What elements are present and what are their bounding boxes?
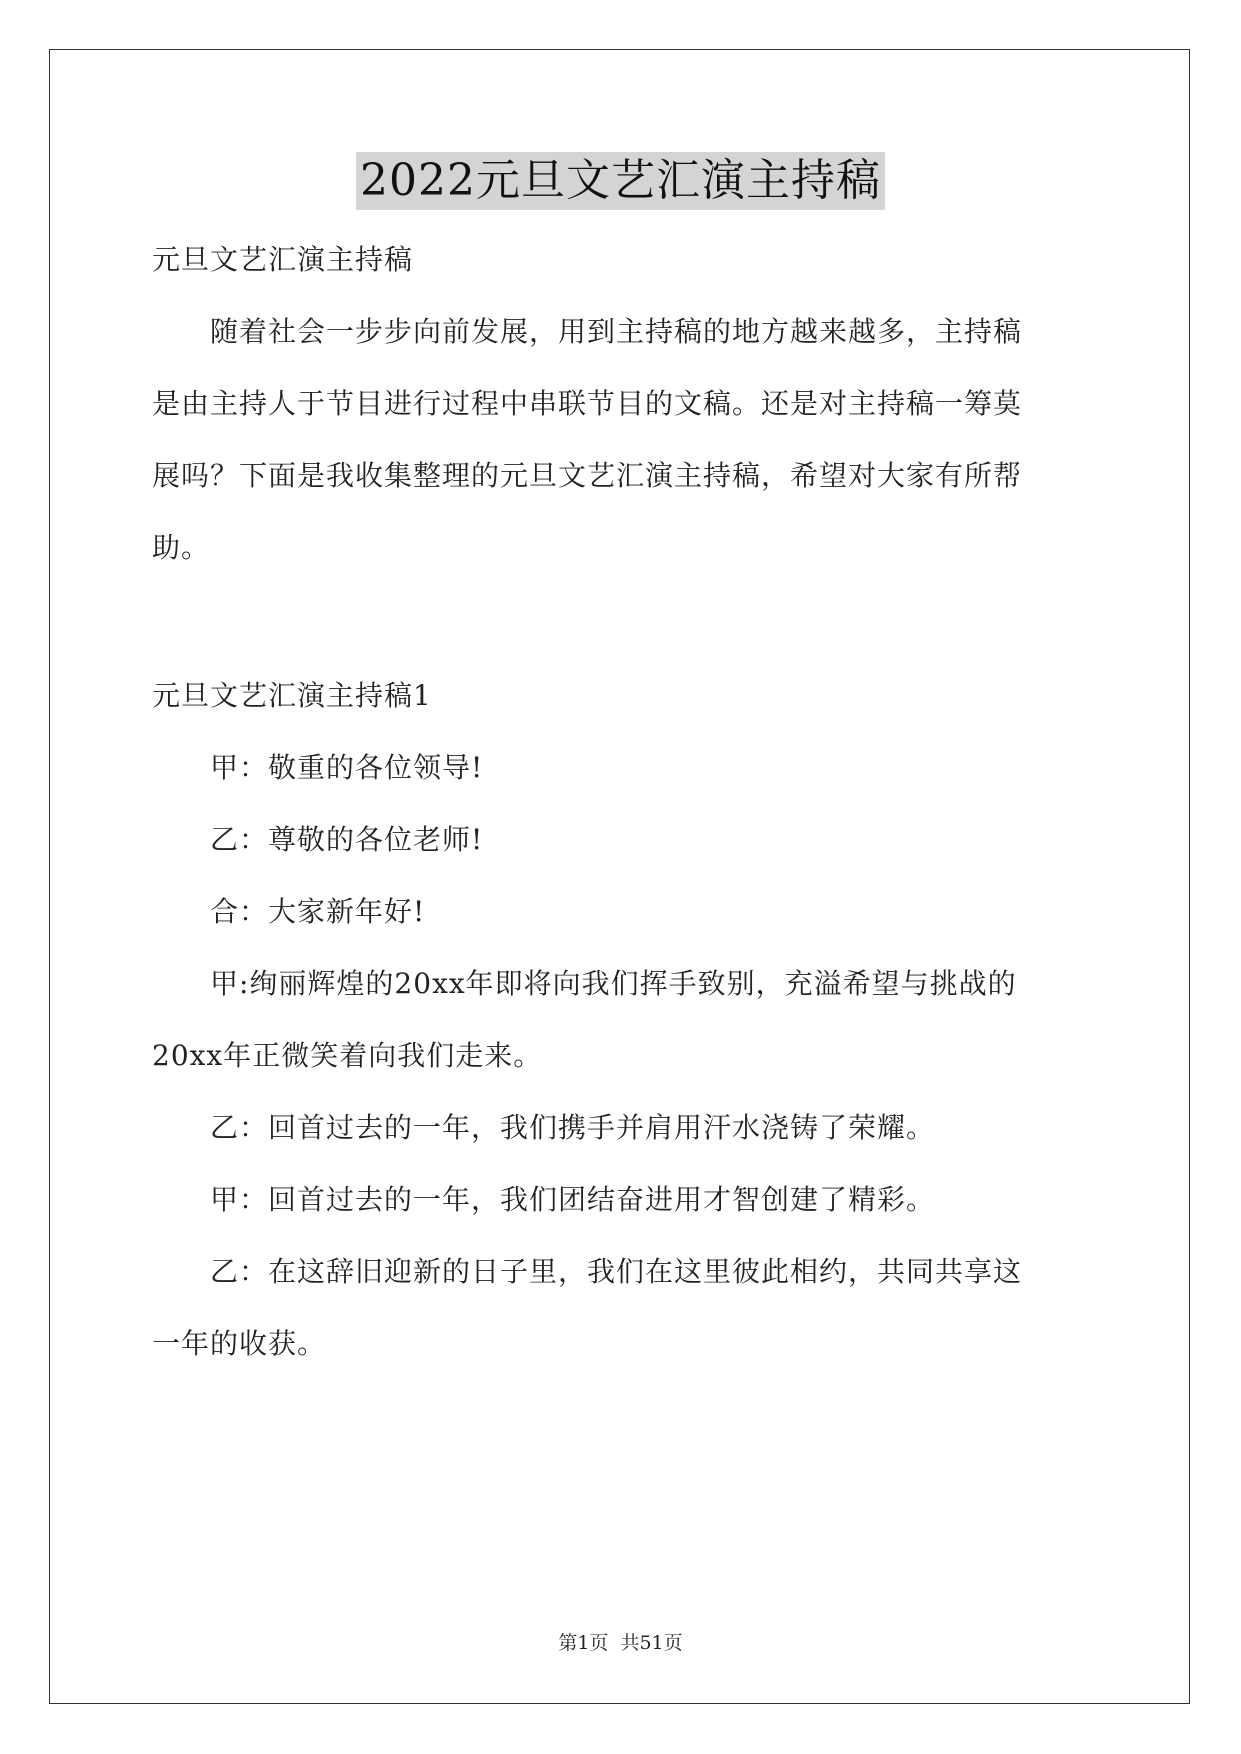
- title-container: [0, 152, 1241, 210]
- dialogue-line: 合：大家新年好!: [152, 895, 426, 928]
- dialogue-line: 甲：回首过去的一年，我们团结奋进用才智创建了精彩。: [152, 1183, 936, 1216]
- page-number: 第1页: [558, 1632, 609, 1654]
- paragraph-line: 展吗？下面是我收集整理的元旦文艺汇演主持稿，希望对大家有所帮: [152, 459, 1023, 492]
- dialogue-line: 20xx年正微笑着向我们走来。: [152, 1039, 543, 1072]
- paragraph-line: 助。: [152, 531, 211, 564]
- paragraph-line: 随着社会一步步向前发展，用到主持稿的地方越来越多，主持稿: [152, 315, 1023, 348]
- page-footer: [0, 1628, 1241, 1655]
- dialogue-line: 乙：尊敬的各位老师!: [152, 823, 484, 856]
- page-total: 共51页: [620, 1632, 683, 1654]
- dialogue-line: 甲：敬重的各位领导!: [152, 751, 484, 784]
- dialogue-line: 乙：在这辞旧迎新的日子里，我们在这里彼此相约，共同共享这: [152, 1255, 1023, 1288]
- document-title: 2022元旦文艺汇演主持稿: [356, 152, 885, 210]
- dialogue-line: 一年的收获。: [152, 1327, 327, 1360]
- section-heading: 元旦文艺汇演主持稿: [152, 243, 414, 276]
- paragraph-line: 是由主持人于节目进行过程中串联节目的文稿。还是对主持稿一筹莫: [152, 387, 1023, 420]
- dialogue-line: 甲:绚丽辉煌的20xx年即将向我们挥手致别，充溢希望与挑战的: [152, 967, 1017, 1000]
- page-border: [49, 49, 1190, 1704]
- dialogue-line: 乙：回首过去的一年，我们携手并肩用汗水浇铸了荣耀。: [152, 1111, 936, 1144]
- section-heading: 元旦文艺汇演主持稿1: [152, 679, 432, 712]
